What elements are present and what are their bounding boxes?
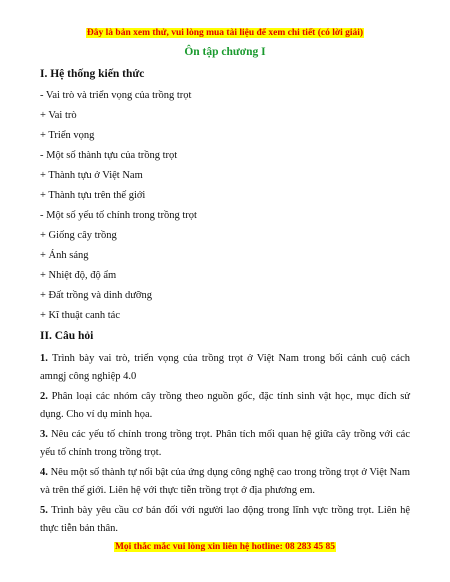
preview-banner-text: Đây là bản xem thử, vui lòng mua tài liệu để xem chi tiết (có lời giải) <box>86 28 364 38</box>
list-item: + Thành tựu trên thế giới <box>40 190 146 201</box>
question-number: 5. <box>40 505 48 516</box>
question-number: 4. <box>40 467 48 478</box>
question-text: Trình bày yêu cầu cơ bản đối với người lao động trong lĩnh vực trồng trọt. Liên hệ thực tiễn bản thân. <box>40 505 410 534</box>
list-item: - Một số yếu tố chính trong trồng trọt <box>40 210 197 221</box>
question-5 <box>40 502 410 538</box>
question-number: 1. <box>40 353 48 364</box>
list-item: + Triển vọng <box>40 130 95 141</box>
preview-banner <box>0 22 450 40</box>
list-item: - Một số thành tựu của trồng trọt <box>40 150 178 161</box>
list-item: + Giống cây trồng <box>40 230 117 241</box>
question-text: Nêu một số thành tự nổi bật của ứng dụng công nghệ cao trong trồng trọt ở Việt Nam và trên thế giới. Liên hệ với thực tiễn trồng trọt ở địa phương em. <box>40 467 410 496</box>
question-4 <box>40 464 410 500</box>
hotline-footer <box>0 536 450 554</box>
list-item: - Vai trò và triển vọng của trồng trọt <box>40 90 192 101</box>
question-text: Trình bày vai trò, triển vọng của trồng trọt ở Việt Nam trong bối cảnh cuộ cách amngj công nghiệp 4.0 <box>40 353 410 382</box>
document-body <box>40 66 410 540</box>
question-number: 2. <box>40 391 48 402</box>
list-item: + Ánh sáng <box>40 250 89 261</box>
list-item: + Nhiệt độ, độ ẩm <box>40 270 117 281</box>
hotline-text: Mọi thắc mắc vui lòng xin liên hệ hotline: 08 283 45 85 <box>114 542 336 552</box>
question-3 <box>40 426 410 462</box>
section-1-heading: I. Hệ thống kiến thức <box>40 68 145 80</box>
document-title: Ôn tập chương I <box>184 46 266 58</box>
question-text: Nêu các yếu tố chính trong trồng trọt. Phân tích mối quan hệ giữa cây trồng với các yếu tố chính trong trồng trọt. <box>40 429 410 458</box>
list-item: + Thành tựu ở Việt Nam <box>40 170 143 181</box>
list-item: + Đất trồng và dinh dưỡng <box>40 290 152 301</box>
question-2 <box>40 388 410 424</box>
question-number: 3. <box>40 429 48 440</box>
question-1 <box>40 350 410 386</box>
list-item: + Kĩ thuật canh tác <box>40 310 120 321</box>
section-2-heading: II. Câu hỏi <box>40 330 94 342</box>
list-item: + Vai trò <box>40 110 77 121</box>
question-text: Phân loại các nhóm cây trồng theo nguồn gốc, đặc tính sinh vật học, mục đích sử dụng. Cho ví dụ minh họa. <box>40 391 410 420</box>
